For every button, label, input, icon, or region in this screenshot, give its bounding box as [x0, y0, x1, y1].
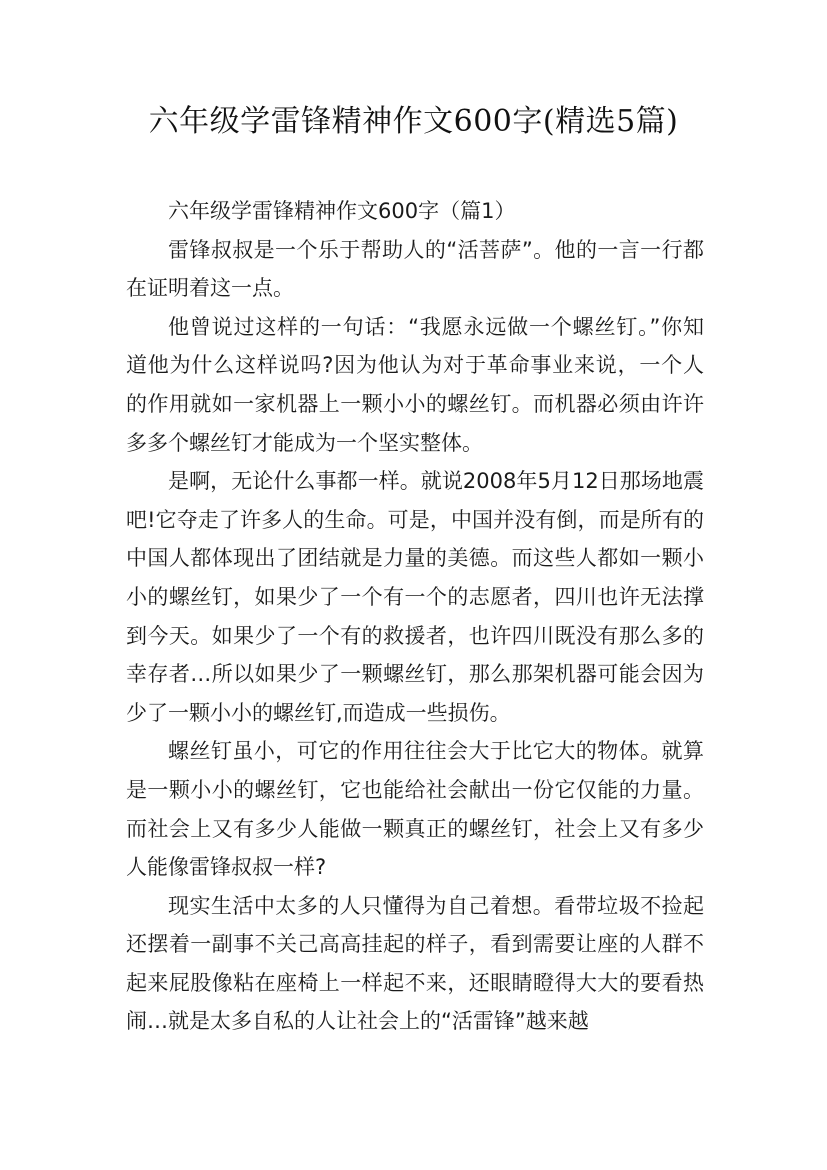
document-title: 六年级学雷锋精神作文600字(精选5篇): [148, 104, 679, 139]
paragraph: 螺丝钉虽小，可它的作用往往会大于比它大的物体。就算是一颗小小的螺丝钉，它也能给社会献出一份它仅能的力量。而社会上又有多少人能做一颗真正的螺丝钉，社会上又有多少人能像雷锋叔叔一样?: [126, 739, 704, 880]
paragraph: 雷锋叔叔是一个乐于帮助人的“活菩萨”。他的一言一行都在证明着这一点。: [126, 237, 704, 301]
section-heading: 六年级学雷锋精神作文600字（篇1）: [168, 199, 516, 223]
paragraph: 他曾说过这样的一句话：“我愿永远做一个螺丝钉。”你知道他为什么这样说吗?因为他认为对于革命事业来说，一个人的作用就如一家机器上一颗小小的螺丝钉。而机器必须由许许多多个螺丝钉才能成为一个坚实整体。: [126, 314, 704, 455]
paragraph: 是啊，无论什么事都一样。就说2008年5月12日那场地震吧!它夺走了许多人的生命。可是，中国并没有倒，而是所有的中国人都体现出了团结就是力量的美德。而这些人都如一颗小小的螺丝钉，如果少了一个有一个的志愿者，四川也许无法撑到今天。如果少了一个有的救援者，也许四川既没有那么多的幸存者…所以如果少了一颗螺丝钉，那么那架机器可能会因为少了一颗小小的螺丝钉,而造成一些损伤。: [126, 469, 704, 725]
document-body: [126, 192, 704, 1041]
paragraph: 现实生活中太多的人只懂得为自己着想。看带垃圾不捡起还摆着一副事不关己高高挂起的样子，看到需要让座的人群不起来屁股像粘在座椅上一样起不来，还眼睛瞪得大大的要看热闹…就是太多自私的人让社会上的“活雷锋”越来越: [126, 893, 704, 1034]
